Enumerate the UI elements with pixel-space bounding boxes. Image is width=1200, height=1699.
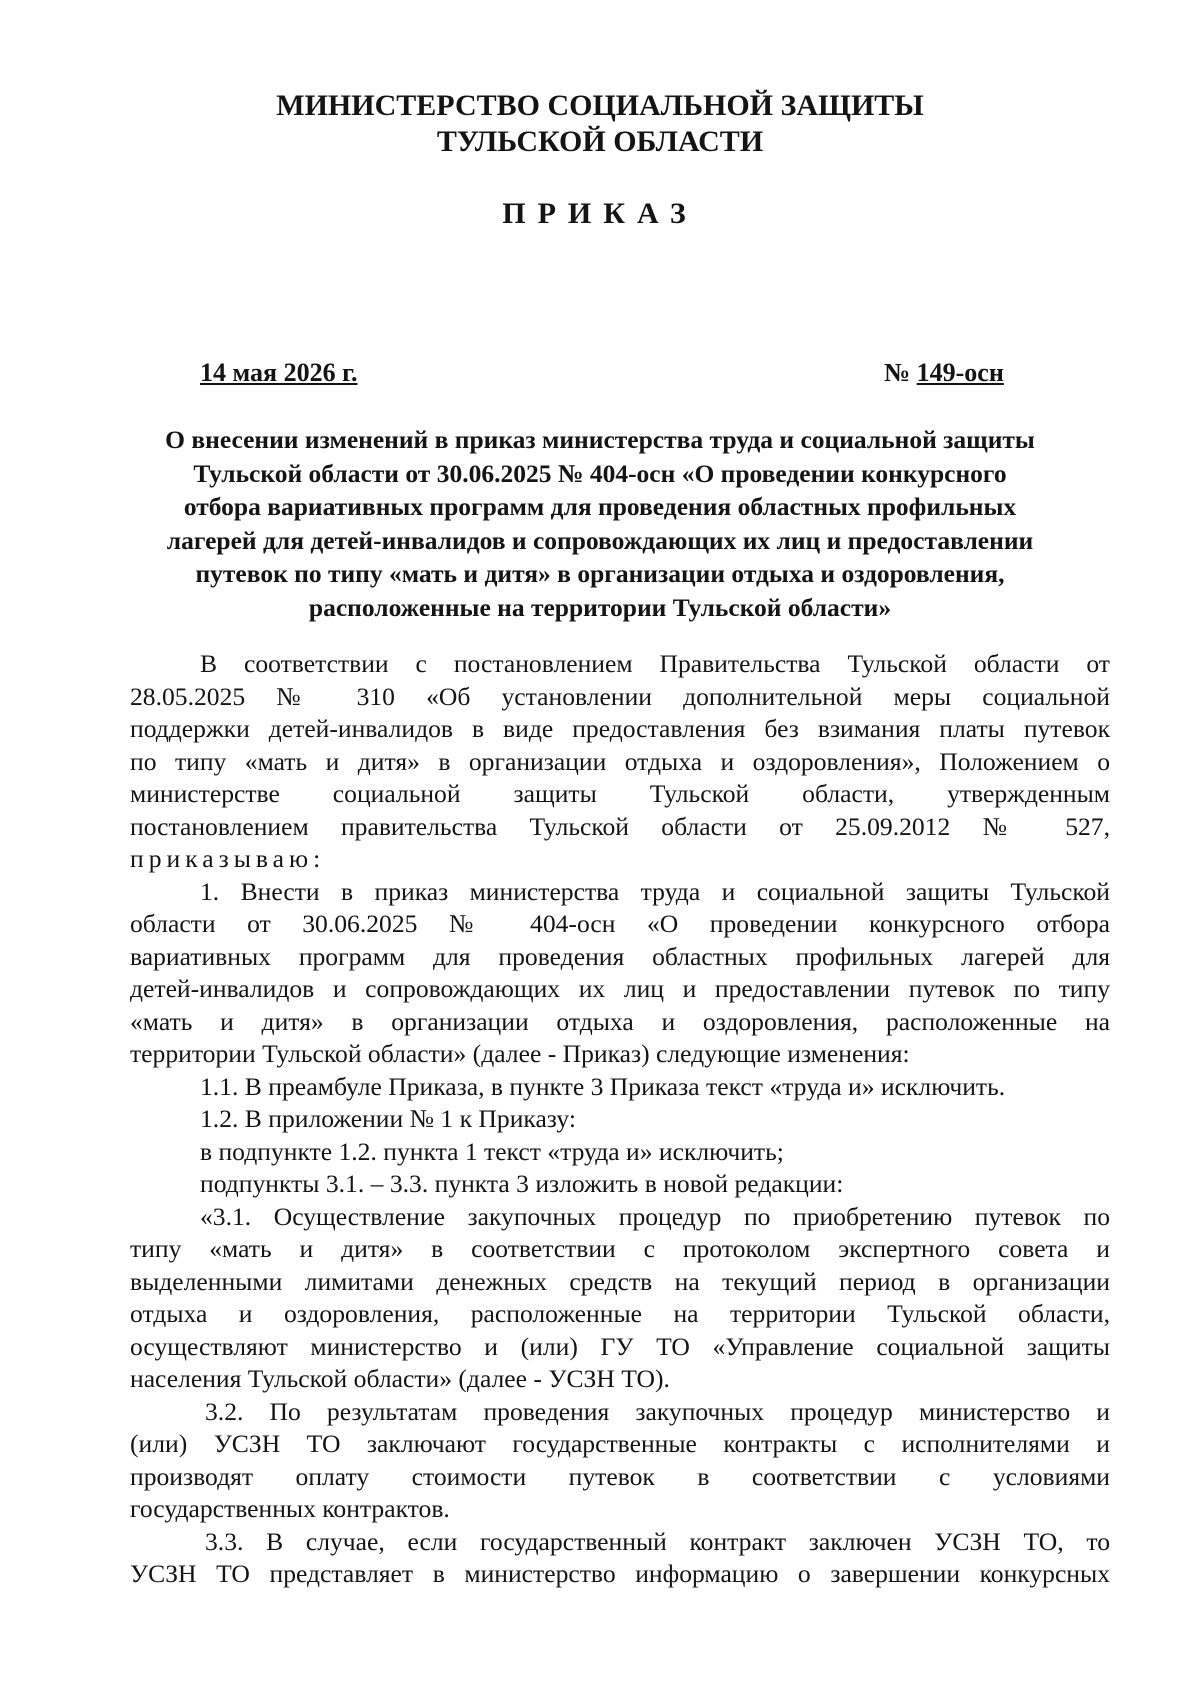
body-line: отдыха и оздоровления, расположенные на территории Тульской области,	[130, 1299, 1110, 1328]
body-line: УСЗН ТО представляет в министерство информацию о завершении конкурсных	[130, 1559, 1110, 1588]
order-title-line: путевок по типу «мать и дитя» в организации отдыха и оздоровления,	[195, 559, 1005, 588]
body-line: вариативных программ для проведения областных профильных лагерей для	[130, 941, 1110, 971]
body-line: «3.1. Осуществление закупочных процедур по приобретению путевок по	[200, 1201, 1110, 1231]
organization-name-line-2: ТУЛЬСКОЙ ОБЛАСТИ	[436, 125, 764, 158]
body-line: В соответствии с постановлением Правительства Тульской области от	[200, 649, 1110, 678]
order-title-line: О внесении изменений в приказ министерства труда и социальной защиты	[165, 425, 1035, 454]
order-number	[884, 358, 1004, 388]
order-title-line: лагерей для детей-инвалидов и сопровождающих их лиц и предоставлении	[166, 525, 1034, 555]
organization-name-line-1: МИНИСТЕРСТВО СОЦИАЛЬНОЙ ЗАЩИТЫ	[276, 89, 924, 122]
body-line: осуществляют министерство и (или) ГУ ТО «Управление социальной защиты	[130, 1331, 1110, 1361]
body-line: населения Тульской области» (далее - УСЗН ТО).	[130, 1364, 670, 1393]
body-line: 3.3. В случае, если государственный контракт заключен УСЗН ТО, то	[205, 1526, 1110, 1556]
body-line: типу «мать и дитя» в соответствии с протоколом экспертного совета и	[130, 1234, 1110, 1263]
order-title-line: Тульской области от 30.06.2025 № 404-осн «О проведении конкурсного	[193, 458, 1007, 488]
body-line: территории Тульской области» (далее - Приказ) следующие изменения:	[130, 1039, 910, 1068]
body-line: в подпункте 1.2. пункта 1 текст «труда и» исключить;	[200, 1136, 784, 1166]
order-body	[130, 648, 1110, 1591]
body-line: «мать и дитя» в организации отдыха и оздоровления, расположенные на	[130, 1006, 1110, 1036]
order-date: 14 мая 2026 г.	[200, 358, 358, 387]
body-line: 28.05.2025 № 310 «Об установлении дополнительной меры социальной	[130, 681, 1110, 711]
document-type-heading: ПРИКАЗ	[502, 197, 698, 230]
body-line: государственных контрактов.	[130, 1494, 450, 1523]
body-line: поддержки детей-инвалидов в виде предоставления без взимания платы путевок	[130, 714, 1110, 743]
order-number-value: 149-осн	[916, 358, 1004, 387]
body-line: 3.2. По результатам проведения закупочных процедур министерство и	[205, 1396, 1110, 1426]
body-line: области от 30.06.2025 № 404-осн «О проведении конкурсного отбора	[130, 909, 1110, 938]
body-line: детей-инвалидов и сопровождающих их лиц и предоставлении путевок по типу	[130, 974, 1110, 1003]
body-line: министерстве социальной защиты Тульской области, утвержденным	[130, 779, 1110, 808]
order-number-prefix: №	[884, 358, 917, 387]
order-title	[100, 423, 1100, 624]
body-line: (или) УСЗН ТО заключают государственные контракты с исполнителями и	[130, 1429, 1110, 1458]
body-line: выделенными лимитами денежных средств на текущий период в организации	[130, 1266, 1110, 1296]
body-line-order-verb: приказываю:	[130, 844, 326, 873]
body-line: подпункты 3.1. – 3.3. пункта 3 изложить в новой редакции:	[200, 1169, 844, 1198]
body-line: постановлением правительства Тульской области от 25.09.2012 № 527,	[130, 811, 1110, 841]
order-title-line: отбора вариативных программ для проведения областных профильных	[183, 492, 1017, 521]
body-line: 1.2. В приложении № 1 к Приказу:	[200, 1104, 576, 1133]
body-line: 1. Внести в приказ министерства труда и социальной защиты Тульской	[200, 876, 1110, 906]
order-title-line: расположенные на территории Тульской области»	[308, 592, 892, 622]
body-line: производят оплату стоимости путевок в соответствии с условиями	[130, 1461, 1110, 1491]
body-line: по типу «мать и дитя» в организации отдыха и оздоровления», Положением о	[130, 746, 1110, 776]
body-line: 1.1. В преамбуле Приказа, в пункте 3 Приказа текст «труда и» исключить.	[200, 1071, 1006, 1101]
